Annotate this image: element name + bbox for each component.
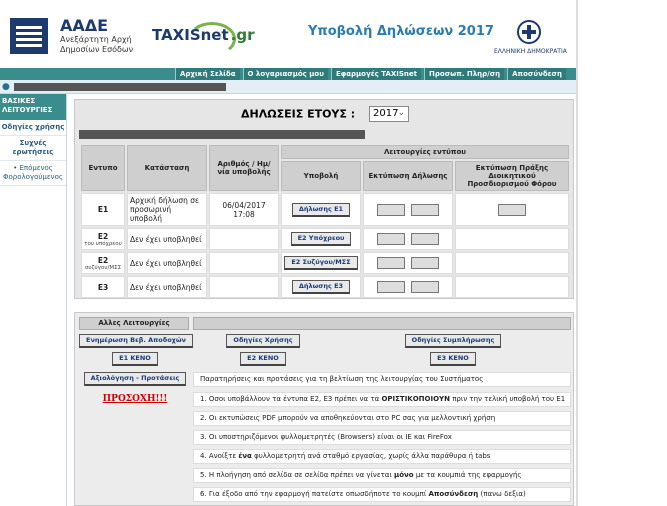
blank-e2-button[interactable]: E2 ΚΕΝΟ — [240, 352, 286, 366]
row-submit-cell — [281, 193, 361, 226]
other-functions-heading: Αλλες Λειτουργίες — [79, 317, 189, 330]
year-select[interactable]: 2017 ⌄ — [369, 106, 409, 122]
row-print-cell — [363, 228, 453, 250]
row-print-act-cell — [455, 228, 569, 250]
row-print-act-cell — [455, 193, 569, 226]
note-text: 6. Για έξοδο από την εφαρμογή πατείστε οπωσδήποτε το κουμπί — [200, 490, 429, 498]
submit-e2-spouse-button[interactable]: E2 Συζύγου/ΜΣΣ — [284, 256, 357, 270]
page-edge — [576, 0, 578, 506]
cell — [79, 352, 191, 368]
sidebar-item-next-taxpayer-label: Επόμενος Φορολογούμενος — [3, 164, 63, 181]
note-text: 1. Οσοι υποβάλλουν τα έντυπα E2, E3 πρέπει να τα — [200, 395, 382, 403]
note-item — [193, 392, 571, 407]
row-status: Δεν έχει υποβληθεί — [127, 252, 207, 274]
row-status: Δεν έχει υποβληθεί — [127, 276, 207, 298]
user-icon: ● — [2, 82, 10, 92]
row-number — [209, 276, 279, 298]
row-form-code: E2 — [97, 231, 109, 241]
sidebar-heading: ΒΑΣΙΚΕΣ ΛΕΙΤΟΥΡΓΙΕΣ — [0, 94, 66, 120]
submit-e3-button[interactable]: Δήλωσης E3 — [292, 280, 350, 294]
print-html-button[interactable] — [411, 233, 439, 245]
print-pdf-button[interactable] — [377, 281, 405, 293]
row-form — [81, 276, 125, 298]
taxisnet-logo-domain: .gr — [230, 26, 255, 44]
print-html-button[interactable] — [411, 257, 439, 269]
other-functions-panel — [74, 312, 574, 506]
row-print-cell — [363, 252, 453, 274]
warning-link[interactable]: ΠΡΟΣΟΧΗ!!! — [102, 394, 168, 404]
col-print-act: Εκτύπωση Πράξης Διοικητικού Προσδιορισμού Φόρου — [455, 161, 569, 191]
declarations-table — [79, 143, 571, 300]
nav-home[interactable]: Αρχική Σελίδα — [175, 68, 240, 80]
col-form: Εντυπο — [81, 145, 125, 191]
note-text: (πανω δεξια) — [478, 490, 526, 498]
row-form-code: E2 — [97, 255, 109, 265]
declarations-panel — [74, 99, 574, 299]
seal-text: ΕΛΛΗΝΙΚΗ ΔΗΜΟΚΡΑΤΙΑ — [494, 48, 567, 55]
filling-guide-button[interactable]: Οδηγίες Συμπλήρωσης — [405, 334, 502, 348]
org-subtitle-2: Δημοσίων Εσόδων — [60, 45, 134, 54]
taxisnet-logo — [152, 26, 255, 44]
row-form — [81, 193, 125, 226]
table-row — [81, 252, 569, 274]
nav-taxisnet-apps[interactable]: Εφαρμογές TAXISnet — [331, 68, 421, 80]
note-text: 4. Ανοίξτε — [200, 452, 239, 460]
col-functions: Λειτουργίες εντύπου — [281, 145, 569, 159]
col-status: Κατάσταση — [127, 145, 207, 191]
note-item — [193, 487, 571, 502]
declarations-year-header — [75, 106, 575, 122]
redacted-user-name — [14, 83, 226, 91]
row-print-act-cell — [455, 276, 569, 298]
taxisnet-logo-text: TAXISnet — [152, 26, 229, 44]
evaluation-text: Παρατηρήσεις και προτάσεις για τη βελτίωση της λειτουργίας του Συστήματος — [193, 372, 571, 387]
print-html-button[interactable] — [411, 204, 439, 216]
cell — [193, 334, 333, 350]
row-print-cell — [363, 193, 453, 226]
other-functions-row-1 — [79, 334, 571, 350]
sidebar-item-next-taxpayer[interactable] — [0, 161, 66, 186]
print-html-button[interactable] — [411, 281, 439, 293]
org-name: ΑΑΔΕ — [60, 16, 109, 35]
top-navbar — [0, 68, 576, 80]
row-number — [209, 228, 279, 250]
print-pdf-button[interactable] — [377, 204, 405, 216]
note-text: φυλλομετρητή ανά σταθμό εργασίας, χωρίς άλλα παράθυρα ή tabs — [251, 452, 491, 460]
note-text: πριν την τελική υποβολή του E1 — [449, 395, 566, 403]
col-number: Αριθμός / Ημ/νία υποβολής — [209, 145, 279, 191]
org-subtitle-1: Ανεξάρτητη Αρχή — [60, 35, 132, 44]
other-functions-heading-fill — [193, 317, 571, 330]
nav-my-account[interactable]: Ο λογαριασμός μου — [243, 68, 328, 80]
row-form-code: E3 — [97, 282, 109, 292]
submit-e1-button[interactable]: Δήλωσης E1 — [292, 203, 350, 217]
hellenic-republic-seal-icon — [517, 20, 541, 44]
evaluation-button[interactable]: Αξιολόγηση - Προτάσεις — [84, 372, 187, 386]
cell — [79, 372, 191, 387]
row-form-sub: συζύγου/ΜΣΣ — [84, 264, 122, 271]
row-form — [81, 228, 125, 250]
app-title: Υποβολή Δηλώσεων 2017 — [308, 24, 494, 39]
blank-e3-button[interactable]: E3 ΚΕΝΟ — [430, 352, 476, 366]
redacted-taxpayer-info — [79, 130, 365, 139]
nav-personal-info[interactable]: Προσωπ. Πληρ/ση — [424, 68, 504, 80]
print-pdf-button[interactable] — [377, 233, 405, 245]
row-print-cell — [363, 276, 453, 298]
note-emphasis: ΟΡΙΣΤΙΚΟΠΟΙΟΥΝ — [381, 395, 450, 403]
note-item — [193, 449, 571, 464]
note-emphasis: ένα — [238, 452, 252, 460]
cell — [193, 352, 333, 368]
print-pdf-button[interactable] — [377, 257, 405, 269]
sidebar-item-faq[interactable]: Συχνές ερωτήσεις — [0, 136, 66, 161]
table-row — [81, 193, 569, 226]
user-guide-button[interactable]: Οδηγίες Χρήσης — [226, 334, 299, 348]
note-item — [193, 468, 571, 483]
note-emphasis: Αποσύνδεση — [428, 490, 479, 498]
note-emphasis: μόνο — [394, 471, 414, 479]
note-item — [193, 430, 571, 445]
update-income-certificate-button[interactable]: Ενημέρωση Βεβ. Αποδοχών — [79, 334, 193, 348]
table-row — [81, 228, 569, 250]
print-act-button[interactable] — [498, 204, 526, 216]
note-item — [193, 411, 571, 426]
col-submit: Υποβολή — [281, 161, 361, 191]
row-form-code: E1 — [97, 205, 109, 214]
left-sidebar — [0, 94, 67, 506]
table-row — [81, 276, 569, 298]
note-text: 3. Οι υποστηριζόμενοι φυλλομετρητές (Browsers) είναι οι IE και FireFox — [200, 433, 452, 441]
cell — [79, 334, 191, 350]
row-form — [81, 252, 125, 274]
blank-e1-button[interactable]: E1 ΚΕΝΟ — [112, 352, 158, 366]
row-status: Αρχική δήλωση σε προσωρινή υποβολή — [127, 193, 207, 226]
aade-logo-icon — [10, 18, 48, 54]
row-submit-cell — [281, 276, 361, 298]
note-text: 2. Οι εκτυπώσεις PDF μπορούν να αποθηκεύονται στο PC σας για μελλοντική χρήση — [200, 414, 496, 422]
cell — [335, 352, 571, 368]
user-bar — [0, 80, 576, 94]
row-print-act-cell — [455, 252, 569, 274]
row-submit-cell — [281, 228, 361, 250]
site-header — [0, 0, 576, 68]
cell — [335, 334, 571, 350]
submit-e2-taxpayer-button[interactable]: E2 Υπόχρεου — [291, 232, 352, 246]
note-text: με τα κουμπιά της εφαρμογής — [413, 471, 522, 479]
row-number — [209, 252, 279, 274]
row-form-sub: του υπόχρεου — [84, 240, 122, 247]
cell — [79, 392, 191, 407]
col-print: Εκτύπωση Δήλωσης — [363, 161, 453, 191]
page-title: ΔΗΛΩΣΕΙΣ ΕΤΟΥΣ : — [241, 107, 356, 121]
row-submit-cell — [281, 252, 361, 274]
other-functions-row-2 — [79, 352, 571, 368]
sidebar-item-instructions[interactable]: Οδηγίες χρήσης — [0, 120, 66, 136]
note-text: 5. Η πλοήγηση από σελίδα σε σελίδα πρέπει να γίνεται — [200, 471, 395, 479]
sidebar-bullet-icon: • — [13, 164, 20, 172]
row-number: 06/04/2017 17:08 — [209, 193, 279, 226]
row-status: Δεν έχει υποβληθεί — [127, 228, 207, 250]
nav-logout[interactable]: Αποσύνδεση — [507, 68, 566, 80]
